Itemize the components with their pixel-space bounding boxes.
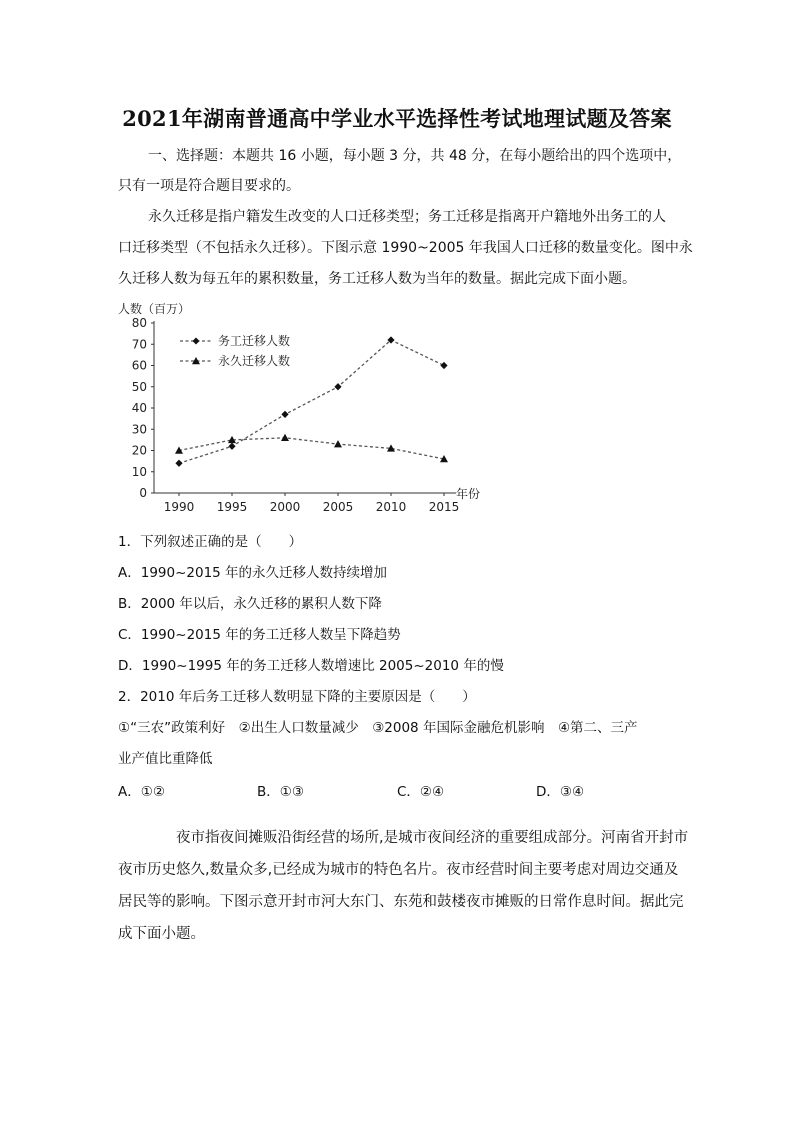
x-tick-label: 2000 bbox=[269, 500, 301, 514]
triangle-point bbox=[281, 434, 289, 441]
intro-line-2: 只有一项是符合题目要求的。 bbox=[118, 178, 300, 194]
q2-items-line-1: ①“三农”政策利好 ②出生人口数量减少 ③2008 年国际金融危机影响 ④第二、三产 bbox=[118, 720, 638, 736]
legend-diamond-icon bbox=[193, 338, 200, 345]
passage2-line-1: 夜市指夜间摊贩沿街经营的场所,是城市夜间经济的重要组成部分。河南省开封市 bbox=[176, 830, 689, 846]
x-tick-label: 2010 bbox=[375, 500, 407, 514]
y-tick-label: 10 bbox=[131, 464, 147, 479]
y-tick-label: 40 bbox=[131, 401, 147, 415]
q2-option-b[interactable]: B．①③ bbox=[257, 784, 304, 800]
y-tick-label: 0 bbox=[139, 486, 147, 500]
triangle-point bbox=[334, 440, 342, 447]
y-tick-label: 20 bbox=[131, 443, 147, 458]
q1-option-c[interactable]: C．1990~2015 年的务工迁移人数呈下降趋势 bbox=[118, 627, 401, 643]
series-line-2 bbox=[179, 438, 444, 459]
passage1-line-1: 永久迁移是指户籍发生改变的人口迁移类型；务工迁移是指离开户籍地外出务工的人 bbox=[148, 209, 666, 225]
diamond-point bbox=[281, 411, 288, 418]
diamond-point bbox=[440, 362, 447, 369]
passage1-line-3: 久迁移人数为每五年的累积数量，务工迁移人数为当年的数量。据此完成下面小题。 bbox=[118, 271, 636, 287]
page-title: 2021年湖南普通高中学业水平选择性考试地理试题及答案 bbox=[122, 106, 672, 131]
y-tick-label: 70 bbox=[131, 337, 147, 352]
x-axis-label: 年份 bbox=[456, 487, 481, 501]
q1-option-d[interactable]: D．1990~1995 年的务工迁移人数增速比 2005~2010 年的慢 bbox=[118, 658, 504, 674]
q1-stem: 1．下列叙述正确的是（ ） bbox=[118, 534, 303, 550]
q2-option-c[interactable]: C．②④ bbox=[397, 784, 445, 800]
x-tick-label: 1995 bbox=[216, 500, 248, 514]
q2-option-a[interactable]: A．①② bbox=[118, 784, 165, 800]
y-tick-label: 50 bbox=[131, 379, 147, 394]
q2-option-d[interactable]: D．③④ bbox=[536, 784, 585, 800]
diamond-point bbox=[175, 460, 182, 467]
q1-option-b[interactable]: B．2000 年以后，永久迁移的累积人数下降 bbox=[118, 596, 382, 612]
x-tick-label: 2005 bbox=[322, 500, 354, 514]
intro-line-1: 一、选择题：本题共 16 小题，每小题 3 分，共 48 分，在每小题给出的四个选项中， bbox=[148, 148, 682, 164]
q1-option-a[interactable]: A．1990~2015 年的永久迁移人数持续增加 bbox=[118, 565, 388, 581]
y-tick-label: 30 bbox=[131, 422, 147, 437]
legend-label-1: 务工迁移人数 bbox=[218, 334, 291, 348]
passage1-line-2: 口迁移类型（不包括永久迁移）。下图示意 1990~2005 年我国人口迁移的数量变化。图中永 bbox=[118, 240, 693, 256]
passage2-line-4: 成下面小题。 bbox=[118, 926, 205, 942]
q2-stem: 2．2010 年后务工迁移人数明显下降的主要原因是（ ） bbox=[118, 689, 476, 705]
y-axis-label: 人数（百万） bbox=[118, 302, 191, 316]
diamond-point bbox=[334, 383, 341, 390]
diamond-point bbox=[228, 443, 235, 450]
q2-items-line-2: 业产值比重降低 bbox=[118, 751, 213, 767]
y-tick-label: 60 bbox=[131, 358, 147, 373]
migration-line-chart bbox=[110, 298, 490, 520]
passage2-line-2: 夜市历史悠久,数量众多,已经成为城市的特色名片。夜市经营时间主要考虑对周边交通及 bbox=[118, 862, 679, 878]
x-tick-label: 2015 bbox=[428, 500, 460, 514]
legend-label-2: 永久迁移人数 bbox=[218, 354, 291, 368]
x-tick-label: 1990 bbox=[163, 500, 195, 514]
y-tick-label: 80 bbox=[131, 316, 147, 330]
passage2-line-3: 居民等的影响。下图示意开封市河大东门、东苑和鼓楼夜市摊贩的日常作息时间。据此完 bbox=[118, 894, 684, 910]
